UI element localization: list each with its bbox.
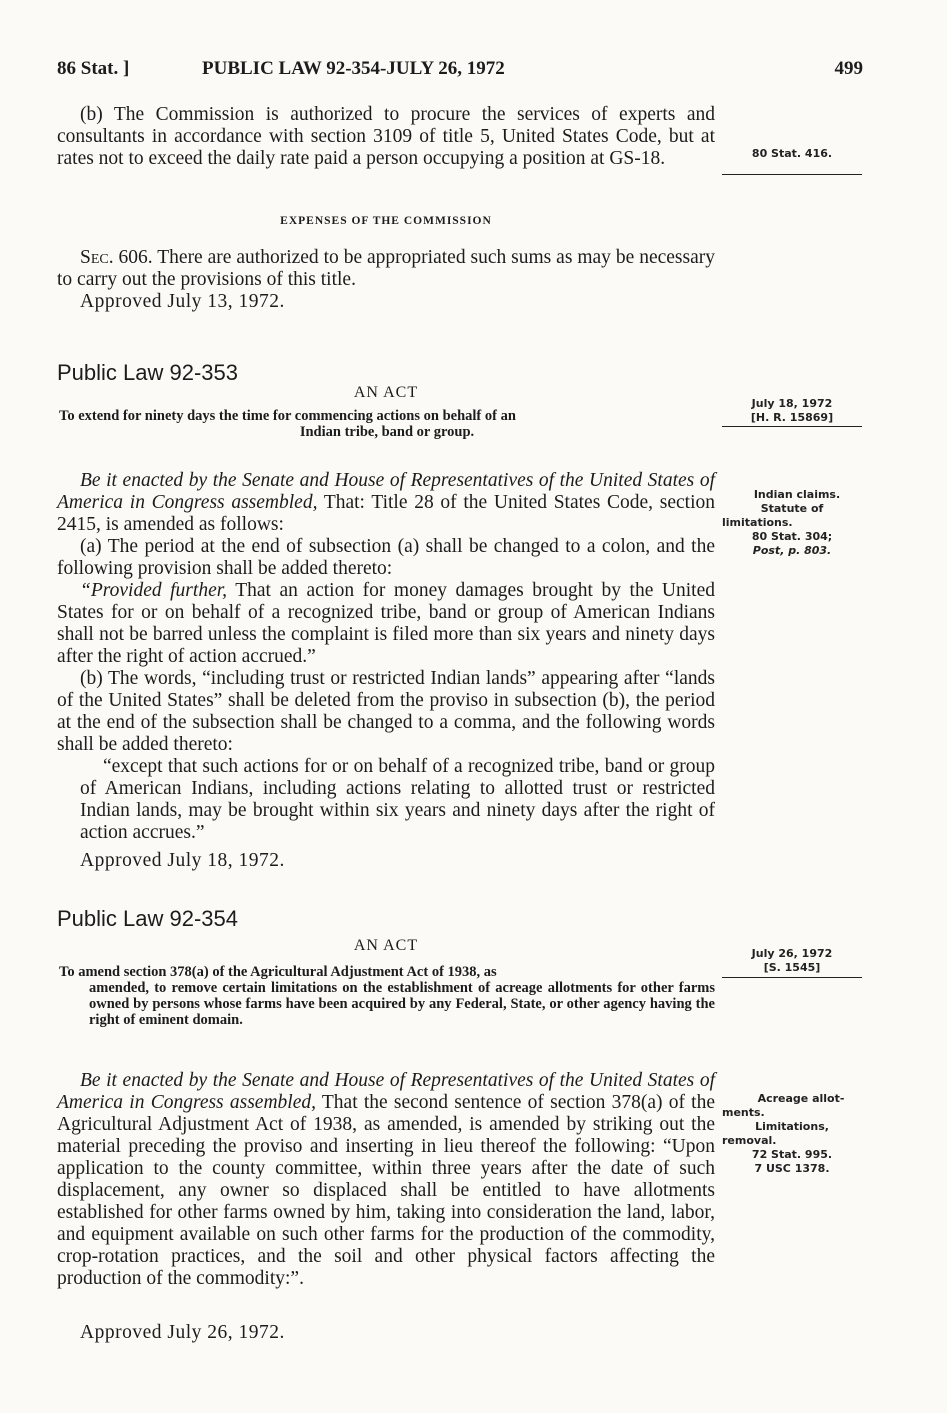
law-353-enacting	[57, 470, 715, 536]
law-353-proviso-italic: “Provided further,	[80, 580, 228, 601]
law-353-body	[57, 470, 715, 844]
margin-stat-995: 72 Stat. 995.	[751, 1148, 833, 1161]
law-354-purpose	[57, 964, 715, 1028]
law-353-enacting-italic: Be it enacted by the Senate and House of Representatives of the United States of America in Congress assembled,	[57, 470, 715, 513]
law-353-purpose-line1: To extend for ninety days the time for commencing actions on behalf of an	[59, 408, 516, 424]
law-354-purpose-line1: To amend section 378(a) of the Agricultural Adjustment Act of 1938, as	[59, 964, 497, 980]
margin-post-803: Post, p. 803.	[752, 544, 832, 557]
margin-rule-3	[722, 977, 862, 978]
margin-note-acreage	[722, 1092, 862, 1176]
sec-606-text	[57, 247, 715, 291]
law-353-para-b: (b) The words, “including trust or restricted Indian lands” appearing after “lands of the United States” shall be deleted from the proviso in subsection (b), the period at the end of the subsection shall be changed to a comma, and the following words shall be added thereto:	[57, 668, 715, 755]
law-353-proviso-rest: That an action for money damages brought by the United States for or on behalf of a recognized tribe, band or group of American Indians shall not be barred unless the complaint is filed more than six years and ninety days after the right of action accrued.”	[57, 580, 715, 667]
law-353-an-act: AN ACT	[353, 384, 419, 401]
margin-note-80-stat-416	[722, 147, 862, 161]
approved-2: Approved July 18, 1972.	[80, 850, 285, 871]
expenses-heading: EXPENSES OF THE COMMISSION	[280, 215, 492, 227]
law-353-purpose-line2: Indian tribe, band or group.	[299, 424, 475, 440]
margin-date-353: July 18, 1972	[751, 397, 833, 410]
approved-1: Approved July 13, 1972.	[80, 291, 285, 312]
law-354-an-act: AN ACT	[353, 937, 419, 954]
margin-rule-1	[722, 174, 862, 175]
sec-606	[57, 247, 715, 291]
expenses-section	[57, 215, 715, 227]
margin-indian-claims-3: limitations.	[722, 516, 793, 529]
margin-indian-claims-1: Indian claims.	[753, 488, 841, 501]
running-head-title: PUBLIC LAW 92-354-JULY 26, 1972	[202, 58, 505, 79]
law-354-body	[57, 1070, 715, 1290]
law-354	[57, 906, 715, 932]
law-354-title: Public Law 92-354	[57, 906, 239, 931]
law-353-purpose	[57, 408, 715, 440]
margin-acreage-2: ments.	[722, 1106, 765, 1119]
law-354-enacting-rest: That the second sentence of section 378(a) of the Agricultural Adjustment Act of 1938, as amended, is amended by striking out the material preceding the proviso and inserting in lieu thereof the following: “Upon application to the county committee, within three years after the date of such displacement, any owner so displaced shall be entitled to have allotments established for other farms owned by him, taking into consideration the land, labor, and equipment available on such other farms for the production of the commodity, crop-rotation practices, and the soil and other physical factors affecting the production of the commodity:”.	[57, 1092, 716, 1289]
law-353-quote: “except that such actions for or on behalf of a recognized tribe, band or group of American Indians, including actions relating to allotted trust or restricted Indian lands, may be brought within six years and ninety days after the right of action accrues.”	[80, 756, 715, 843]
running-head-stat: 86 Stat. ]	[57, 58, 130, 79]
margin-note-law-353-date	[722, 397, 862, 425]
margin-acreage-3: Limitations,	[755, 1120, 829, 1133]
law-353	[57, 360, 715, 386]
margin-date-354: July 26, 1972	[751, 947, 833, 960]
margin-bill-353: [H. R. 15869]	[750, 411, 834, 424]
law-353-proviso	[57, 580, 715, 668]
margin-indian-claims-2: Statute of	[760, 502, 824, 515]
margin-acreage-1: Acreage allot-	[757, 1092, 845, 1105]
law-354-enacting-italic: Be it enacted by the Senate and House of Representatives of the United States of America in Congress assembled,	[57, 1070, 715, 1113]
law-353-title: Public Law 92-353	[57, 360, 239, 385]
margin-acreage-4: removal.	[722, 1134, 777, 1147]
law-353-enacting-rest: That: Title 28 of the United States Code, section 2415, is amended as follows:	[57, 492, 715, 535]
sec-606-label: Sec. 606.	[80, 247, 153, 268]
margin-usc-1378: 7 USC 1378.	[754, 1162, 830, 1175]
sec-606-body: There are authorized to be appropriated such sums as may be necessary to carry out the provisions of this title.	[57, 247, 715, 290]
margin-note-indian-claims	[722, 488, 862, 558]
section-b	[57, 104, 715, 170]
margin-bill-354: [S. 1545]	[763, 961, 821, 974]
margin-stat-304: 80 Stat. 304;	[751, 530, 833, 543]
law-353-para-a: (a) The period at the end of subsection (a) shall be changed to a colon, and the following provision shall be added thereto:	[57, 536, 715, 579]
approved-3: Approved July 26, 1972.	[80, 1322, 285, 1343]
running-head	[57, 58, 863, 86]
margin-note-law-354-date	[722, 947, 862, 975]
section-b-text: (b) The Commission is authorized to procure the services of experts and consultants in accordance with section 3109 of title 5, United States Code, but at rates not to exceed the daily rate paid a person occupying a position at GS-18.	[57, 104, 715, 169]
margin-rule-2	[722, 426, 862, 427]
margin-stat-416: 80 Stat. 416.	[751, 147, 833, 160]
page-number: 499	[834, 58, 863, 79]
law-354-purpose-rest: amended, to remove certain limitations on the establishment of acreage allotments for other farms owned by persons whose farms have been acquired by any Federal, State, or other agency having the right of eminent domain.	[89, 980, 715, 1028]
law-354-enacting	[57, 1070, 715, 1290]
